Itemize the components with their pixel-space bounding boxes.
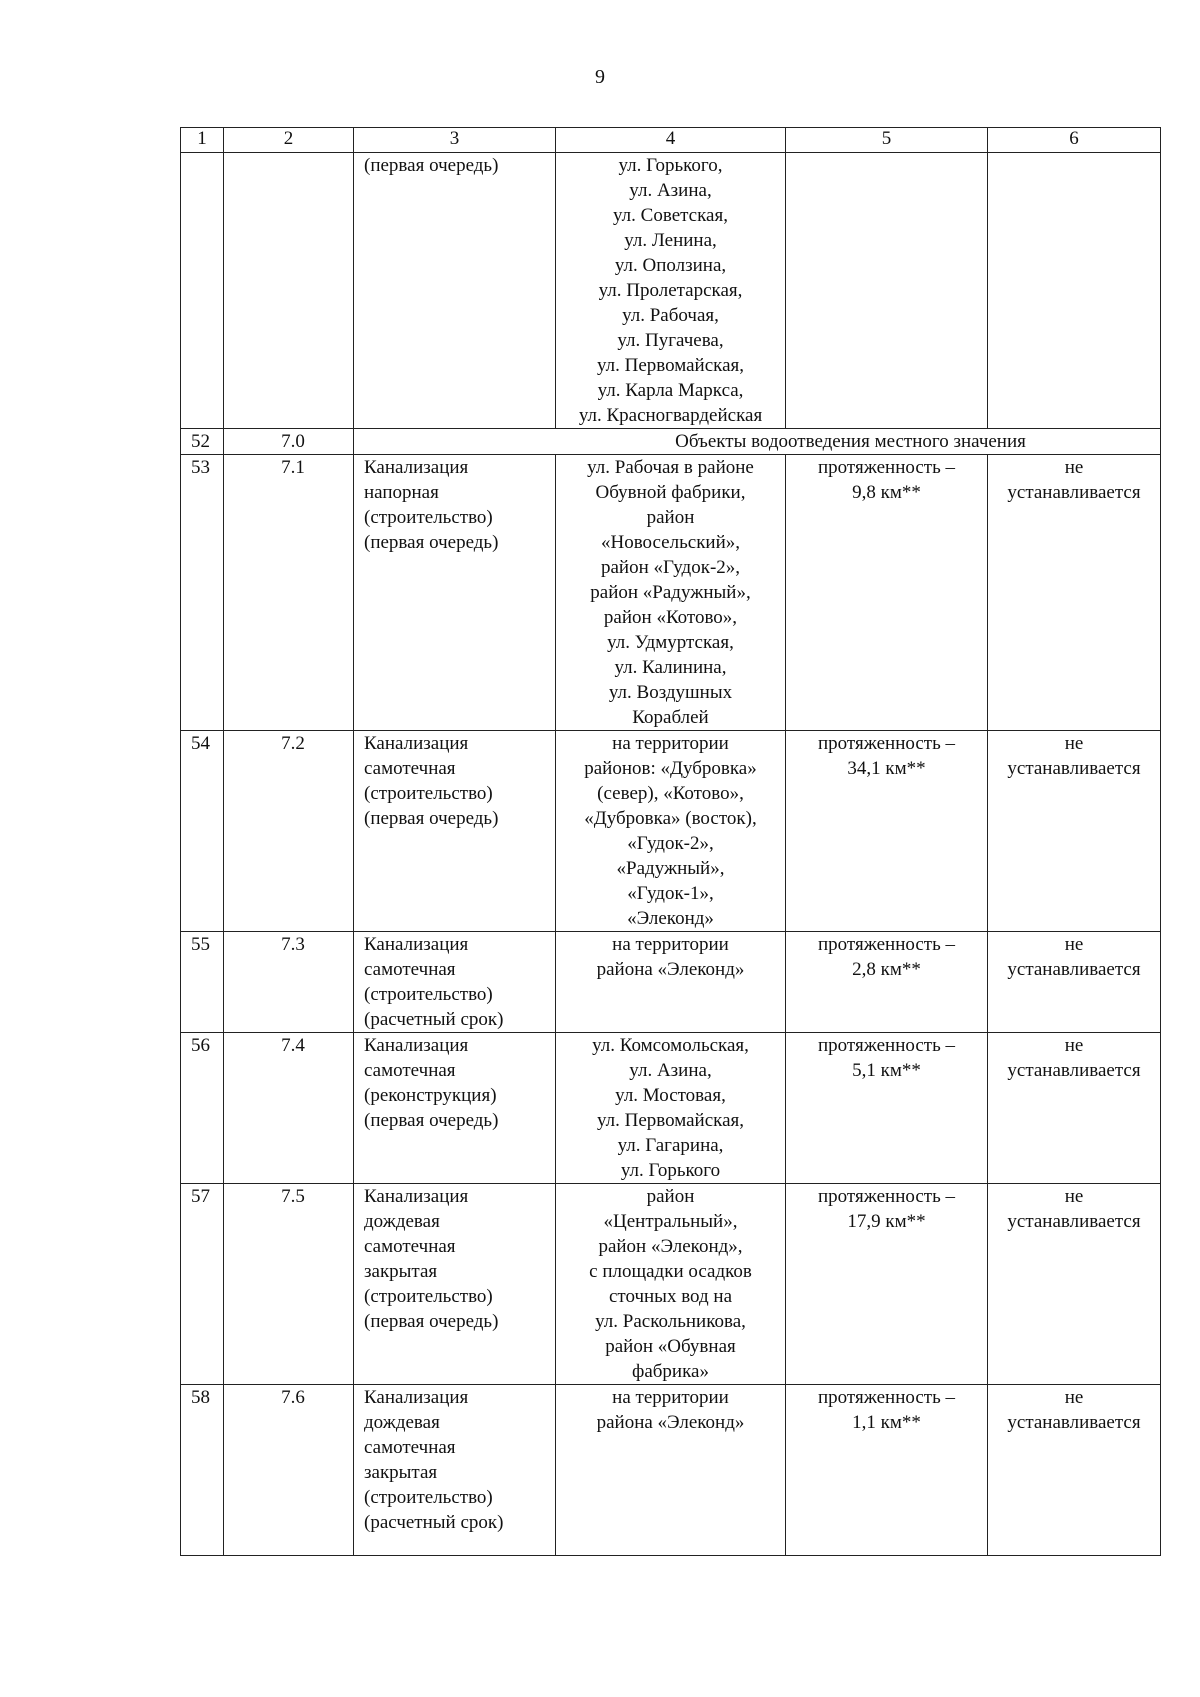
text-line: протяженность – <box>818 934 955 955</box>
cell-code: 7.3 <box>224 932 354 1033</box>
text-line: протяженность – <box>818 1035 955 1056</box>
cell-code: 7.5 <box>224 1184 354 1385</box>
text-line: ул. Азина, <box>629 1060 712 1081</box>
text-line: дождевая <box>364 1211 440 1232</box>
text-line: закрытая <box>364 1462 438 1483</box>
text-line: закрытая <box>364 1261 438 1282</box>
text-line: самотечная <box>364 1060 456 1081</box>
header-row <box>181 128 1161 153</box>
text-line: района «Элеконд» <box>596 959 745 980</box>
cell-location <box>556 932 786 1033</box>
cell-num: 53 <box>181 455 224 731</box>
cell-num: 57 <box>181 1184 224 1385</box>
cell-location <box>556 1033 786 1184</box>
text-line: на территории <box>612 1387 729 1408</box>
text-line: ул. Ленина, <box>624 230 717 251</box>
text-line: (реконструкция) <box>364 1085 497 1106</box>
text-line: фабрика» <box>632 1361 709 1382</box>
text-line: сточных вод на <box>608 1286 733 1307</box>
cell-params <box>786 153 988 429</box>
text-line: протяженность – <box>818 733 955 754</box>
cell-name <box>354 1184 556 1385</box>
cell-num: 58 <box>181 1385 224 1556</box>
cell-params <box>786 455 988 731</box>
text-line: самотечная <box>364 959 456 980</box>
objects-table <box>180 127 1161 1556</box>
cell-params <box>786 1033 988 1184</box>
text-line: (строительство) <box>364 984 493 1005</box>
header-cell-3: 3 <box>354 128 556 153</box>
cell-params <box>786 1385 988 1556</box>
cell-code: 7.2 <box>224 731 354 932</box>
text-line: ул. Воздушных <box>608 682 733 703</box>
text-line: 2,8 км** <box>852 959 921 980</box>
header-cell-1: 1 <box>181 128 224 153</box>
text-line: ул. Советская, <box>613 205 728 226</box>
text-line: (первая очередь) <box>364 1311 499 1332</box>
text-line: район «Элеконд», <box>598 1236 743 1257</box>
text-line: самотечная <box>364 1236 456 1257</box>
text-line: Обувной фабрики, <box>595 482 746 503</box>
text-line: ул. Горького, <box>618 155 723 176</box>
text-line: дождевая <box>364 1412 440 1433</box>
text-line: не <box>1064 1387 1084 1408</box>
section-title: Объекты водоотведения местного значения <box>354 429 1161 455</box>
table-row <box>181 1184 1161 1385</box>
cell-location <box>556 1184 786 1385</box>
cell-location <box>556 1385 786 1556</box>
text-line: устанавливается <box>1007 1060 1141 1081</box>
text-line: ул. Рабочая, <box>622 305 719 326</box>
text-line: «Новосельский», <box>600 532 741 553</box>
text-line: район «Радужный», <box>590 582 751 603</box>
table-row <box>181 731 1161 932</box>
header-cell-2: 2 <box>224 128 354 153</box>
text-line: (первая очередь) <box>364 808 499 829</box>
cell-code: 7.6 <box>224 1385 354 1556</box>
cell-code: 7.4 <box>224 1033 354 1184</box>
text-line: не <box>1064 1186 1084 1207</box>
cell-zone <box>988 1033 1161 1184</box>
text-line: ул. Первомайская, <box>596 1110 745 1131</box>
text-line: устанавливается <box>1007 758 1141 779</box>
text-line: устанавливается <box>1007 959 1141 980</box>
cell-zone <box>988 455 1161 731</box>
cell-zone <box>988 1184 1161 1385</box>
text-line: устанавливается <box>1007 1412 1141 1433</box>
cell-name <box>354 731 556 932</box>
text-line: Канализация <box>364 1035 469 1056</box>
page-number: 9 <box>595 66 605 88</box>
cell-zone <box>988 731 1161 932</box>
cell-code <box>224 153 354 429</box>
text-line: «Дубровка» (восток), <box>584 808 757 829</box>
cell-params <box>786 731 988 932</box>
text-line: ул. Горького <box>620 1160 721 1181</box>
text-line: (строительство) <box>364 783 493 804</box>
text-line: (строительство) <box>364 1286 493 1307</box>
text-line: «Центральный», <box>603 1211 738 1232</box>
text-line: самотечная <box>364 758 456 779</box>
text-line: район <box>646 1186 695 1207</box>
cell-name <box>354 455 556 731</box>
text-line: устанавливается <box>1007 1211 1141 1232</box>
text-line: Кораблей <box>632 707 709 728</box>
text-line: ул. Калинина, <box>614 657 727 678</box>
text-line: не <box>1064 457 1084 478</box>
cell-num: 56 <box>181 1033 224 1184</box>
text-line: на территории <box>612 733 729 754</box>
text-line: самотечная <box>364 1437 456 1458</box>
cell-num: 55 <box>181 932 224 1033</box>
text-line: не <box>1064 934 1084 955</box>
text-line: (расчетный срок) <box>364 1512 504 1533</box>
section-code: 7.0 <box>224 429 354 455</box>
text-line: протяженность – <box>818 1387 955 1408</box>
text-line: 9,8 км** <box>852 482 921 503</box>
text-line: ул. Гагарина, <box>617 1135 724 1156</box>
text-line: с площадки осадков <box>589 1261 752 1282</box>
continued-row <box>181 153 1161 429</box>
text-line: устанавливается <box>1007 482 1141 503</box>
cell-num: 54 <box>181 731 224 932</box>
text-line: (расчетный срок) <box>364 1009 504 1030</box>
text-line: (строительство) <box>364 507 493 528</box>
cell-num <box>181 153 224 429</box>
text-line: 17,9 км** <box>847 1211 926 1232</box>
text-line: Канализация <box>364 1387 469 1408</box>
cell-name <box>354 932 556 1033</box>
cell-code: 7.1 <box>224 455 354 731</box>
text-line: районов: «Дубровка» <box>584 758 757 779</box>
cell-zone <box>988 1385 1161 1556</box>
text-line: «Гудок-1», <box>627 883 714 904</box>
text-line: на территории <box>612 934 729 955</box>
cell-params <box>786 932 988 1033</box>
cell-location <box>556 731 786 932</box>
cell-name <box>354 1033 556 1184</box>
section-num: 52 <box>181 429 224 455</box>
text-line: ул. Раскольникова, <box>595 1311 746 1332</box>
text-line: ул. Пролетарская, <box>598 280 743 301</box>
table-row <box>181 455 1161 731</box>
text-line: «Элеконд» <box>627 908 714 929</box>
text-line: ул. Красногвардейская <box>578 405 763 426</box>
text-line: ул. Мостовая, <box>615 1085 726 1106</box>
text-line: (первая очередь) <box>364 532 499 553</box>
text-line: 5,1 км** <box>852 1060 921 1081</box>
text-line: протяженность – <box>818 457 955 478</box>
text-line: протяженность – <box>818 1186 955 1207</box>
cell-location <box>556 455 786 731</box>
text-line: «Радужный», <box>616 858 725 879</box>
cell-name <box>354 153 556 429</box>
text-line: район «Обувная <box>605 1336 736 1357</box>
cell-params <box>786 1184 988 1385</box>
table-row <box>181 1385 1161 1556</box>
text-line: не <box>1064 1035 1084 1056</box>
text-line: Канализация <box>364 934 469 955</box>
text-line: ул. Карла Маркса, <box>597 380 744 401</box>
section-row <box>181 429 1161 455</box>
text-line: ул. Комсомольская, <box>592 1035 749 1056</box>
cell-name <box>354 1385 556 1556</box>
text-line: Канализация <box>364 1186 469 1207</box>
text-line: Канализация <box>364 733 469 754</box>
table-row <box>181 1033 1161 1184</box>
cell-location <box>556 153 786 429</box>
header-cell-5: 5 <box>786 128 988 153</box>
text-line: ул. Рабочая в районе <box>587 457 754 478</box>
cell-zone <box>988 153 1161 429</box>
text-line: ул. Пугачева, <box>617 330 724 351</box>
text-line: 34,1 км** <box>847 758 926 779</box>
text-line: (первая очередь) <box>364 1110 499 1131</box>
text-line: «Гудок-2», <box>627 833 714 854</box>
text-line: ул. Азина, <box>629 180 712 201</box>
text-line: ул. Оползина, <box>614 255 727 276</box>
header-cell-6: 6 <box>988 128 1161 153</box>
text-line: район «Котово», <box>603 607 738 628</box>
header-cell-4: 4 <box>556 128 786 153</box>
text-line: (север), «Котово», <box>597 783 744 804</box>
text-line: ул. Удмуртская, <box>607 632 734 653</box>
table-row <box>181 932 1161 1033</box>
text-line: Канализация <box>364 457 469 478</box>
text-line: района «Элеконд» <box>596 1412 745 1433</box>
cell-zone <box>988 932 1161 1033</box>
text-line: напорная <box>364 482 439 503</box>
text-line: ул. Первомайская, <box>596 355 745 376</box>
text-line: не <box>1064 733 1084 754</box>
text-line: 1,1 км** <box>852 1412 921 1433</box>
text-line: (первая очередь) <box>364 155 499 176</box>
text-line: район «Гудок-2», <box>600 557 741 578</box>
text-line: (строительство) <box>364 1487 493 1508</box>
text-line: район <box>646 507 695 528</box>
